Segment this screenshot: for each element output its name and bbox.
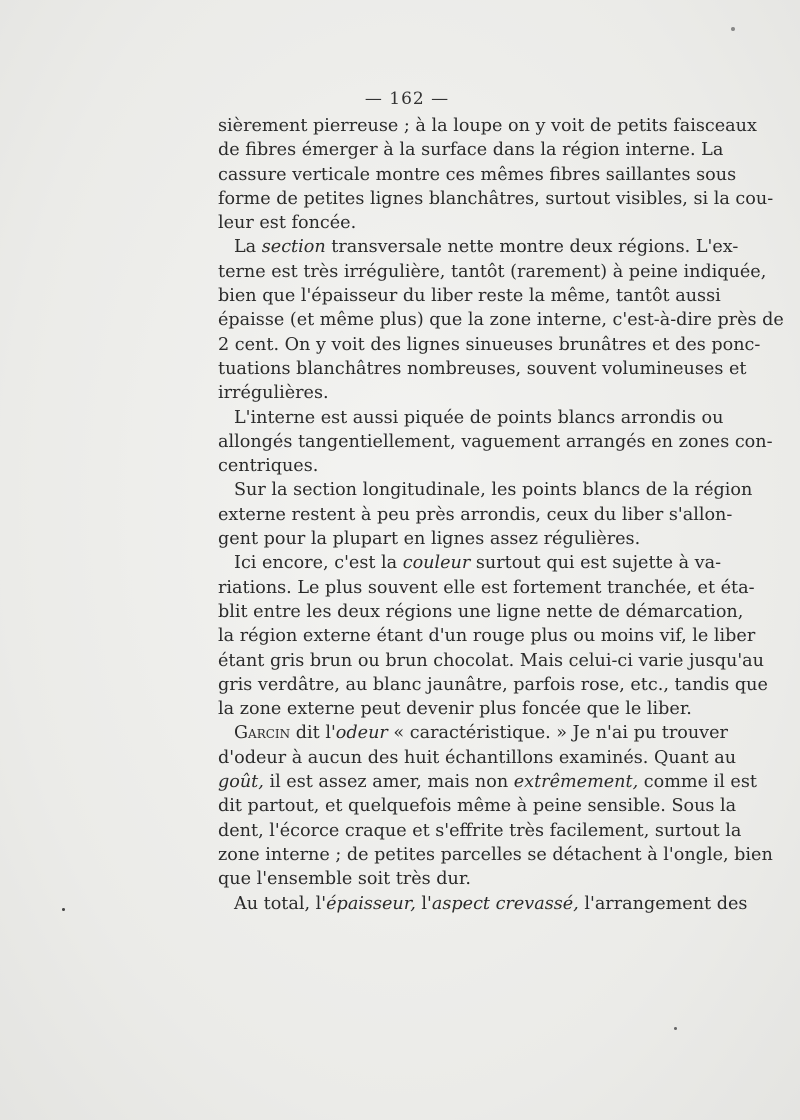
text-line [218,892,748,916]
paragraph-1 [218,114,774,235]
emphasis: aspect crevassé, [431,893,579,914]
text-run: comme il est [638,772,757,793]
text-line: irrégulières. [218,383,329,404]
paragraph-4 [218,478,753,551]
text-line: riations. Le plus souvent elle est fortement tranchée, et éta- [218,577,755,598]
paragraph-2 [218,235,784,405]
text-run: surtout qui est sujette à va- [470,553,722,574]
text-line: forme de petites lignes blanchâtres, surtout visibles, si la cou- [218,188,774,209]
text-run: dit l' [290,723,336,744]
emphasis: goût, [218,772,264,793]
scan-speck [731,27,735,31]
text-line: 2 cent. On y voit des lignes sinueuses brunâtres et des ponc- [218,334,761,355]
text-line: épaisse (et même plus) que la zone interne, c'est-à-dire près de [218,310,784,331]
paragraph-3 [218,406,773,479]
text-line: de fibres émerger à la surface dans la région interne. La [218,140,724,161]
text-line: terne est très irrégulière, tantôt (rarement) à peine indiquée, [218,261,767,282]
text-run: l'arrangement des [578,893,748,914]
text-line: zone interne ; de petites parcelles se détachent à l'ongle, bien [218,844,773,865]
text-run: Ici encore, c'est la [234,553,403,574]
paragraph-6 [218,721,773,891]
text-line: cassure verticale montre ces mêmes fibres saillantes sous [218,164,737,185]
scan-speck [674,1027,677,1030]
text-run: transversale nette montre deux régions. L'ex- [325,237,739,258]
text-line: étant gris brun ou brun chocolat. Mais celui-ci varie jusqu'au [218,650,765,671]
paragraph-7 [218,892,748,916]
text-run: il est assez amer, mais non [263,772,514,793]
scan-speck [62,908,65,911]
text-line: centriques. [218,456,319,477]
text-line [218,235,739,259]
text-line: externe restent à peu près arrondis, ceux du liber s'allon- [218,504,733,525]
text-line: blit entre les deux régions une ligne nette de démarcation, [218,601,744,622]
text-line [218,551,722,575]
text-run: La [234,237,262,258]
author-name: Garcin [234,723,291,744]
text-line: sièrement pierreuse ; à la loupe on y voit de petits faisceaux [218,116,757,136]
text-line: Sur la section longitudinale, les points blancs de la région [234,480,753,501]
emphasis: couleur [402,553,471,574]
text-run: « caractéristique. » Je n'ai pu trouver [387,723,728,744]
text-line: dit partout, et quelquefois même à peine sensible. Sous la [218,796,737,817]
text-line: la région externe étant d'un rouge plus ou moins vif, le liber [218,626,756,647]
text-line: allongés tangentiellement, vaguement arrangés en zones con- [218,431,773,452]
body-text [218,114,784,916]
text-line: tuations blanchâtres nombreuses, souvent volumineuses et [218,358,747,379]
text-run: Au total, l' [234,893,327,914]
text-line: L'interne est aussi piquée de points blancs arrondis ou [234,407,724,428]
text-line: la zone externe peut devenir plus foncée que le liber. [218,699,692,720]
text-line: bien que l'épaisseur du liber reste la même, tantôt aussi [218,286,721,307]
emphasis: section [261,237,326,258]
page-number: — 162 — [364,89,450,109]
emphasis: épaisseur, [326,893,416,914]
text-line: dent, l'écorce craque et s'effrite très facilement, surtout la [218,820,742,841]
text-line: gris verdâtre, au blanc jaunâtre, parfois rose, etc., tandis que [218,674,768,695]
text-line [218,770,757,794]
text-line: que l'ensemble soit très dur. [218,869,471,890]
paragraph-5 [218,551,768,721]
text-line: d'odeur à aucun des huit échantillons examinés. Quant au [218,747,737,768]
text-run: l' [415,893,432,914]
text-line: leur est foncée. [218,213,357,234]
text-line [218,721,728,745]
emphasis: extrêmement, [513,772,639,793]
emphasis: odeur [335,723,388,744]
text-line: gent pour la plupart en lignes assez régulières. [218,529,641,550]
